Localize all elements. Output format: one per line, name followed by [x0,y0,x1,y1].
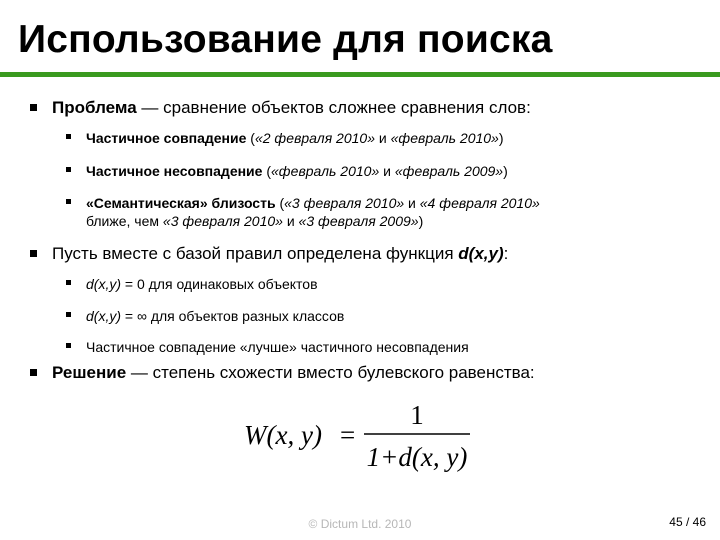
slide-title: Использование для поиска [18,18,553,61]
copyright-footer: © Dictum Ltd. 2010 [308,517,412,531]
text: = 0 для одинаковых объектов [121,276,318,292]
example-c: «3 февраля 2010» [162,213,283,229]
example-a: «3 февраля 2010» [284,195,405,211]
example-a: «2 февраля 2010» [254,130,375,146]
sub-item-strong: Частичное несовпадение [86,163,263,179]
title-underline [0,72,720,77]
bullet-solution-strong: Решение [52,363,127,382]
sub-bullet-marker [66,134,71,139]
bullet-problem-strong: Проблема [52,98,137,117]
formula-denominator: 1+d(x, y) [366,442,468,472]
function-name: d(x,y) [458,244,504,263]
bullet-problem-text: — сравнение объектов сложнее сравнения слов: [136,98,531,117]
sub-item-partial-better: Частичное совпадение «лучше» частичного несовпадения [86,339,469,355]
text: = ∞ для объектов разных классов [121,308,345,324]
function-name: d(x,y) [86,276,121,292]
function-name: d(x,y) [86,308,121,324]
sub-item-partial-match [86,130,504,146]
sub-item-partial-mismatch [86,163,508,179]
sub-item-semantic-closeness-cont [86,213,423,229]
colon: : [503,244,509,263]
sub-bullet-marker [66,312,71,317]
conj: и [379,163,395,179]
paren-open: ( [246,130,255,146]
sub-bullet-marker [66,280,71,285]
bullet-marker [30,369,37,376]
sub-bullet-marker [66,167,71,172]
formula-lhs: W(x, y) [244,420,322,450]
conj: и [375,130,391,146]
bullet-problem [52,98,531,118]
sub-bullet-marker [66,199,71,204]
paren-close: ) [498,130,504,146]
text: ближе, чем [86,213,163,229]
example-b: «4 февраля 2010» [419,195,540,211]
formula-numerator: 1 [410,400,424,430]
conj: и [404,195,420,211]
conj: и [282,213,299,229]
example-d: «3 февраля 2009» [298,213,419,229]
bullet-solution-text: — степень схожести вместо булевского равенства: [126,363,535,382]
sub-item-identical [86,276,318,292]
example-b: «февраль 2010» [390,130,499,146]
example-b: «февраль 2009» [394,163,504,179]
sub-item-semantic-closeness [86,195,540,211]
sub-item-different-classes [86,308,344,324]
bullet-marker [30,104,37,111]
page-number: 45 / 46 [669,515,706,529]
paren-open: ( [262,163,272,179]
bullet-marker [30,250,37,257]
bullet-function [52,244,508,264]
formula-equals: = [340,420,356,450]
bullet-function-text: Пусть вместе с базой правил определена функция [52,244,459,263]
example-a: «февраль 2010» [271,163,380,179]
sub-bullet-marker [66,343,71,348]
similarity-formula [238,396,478,472]
sub-item-strong: «Семантическая» близость [86,195,276,211]
paren-close: ) [418,213,424,229]
bullet-solution [52,363,535,383]
paren-open: ( [275,195,285,211]
sub-item-strong: Частичное совпадение [86,130,247,146]
paren-close: ) [503,163,508,179]
